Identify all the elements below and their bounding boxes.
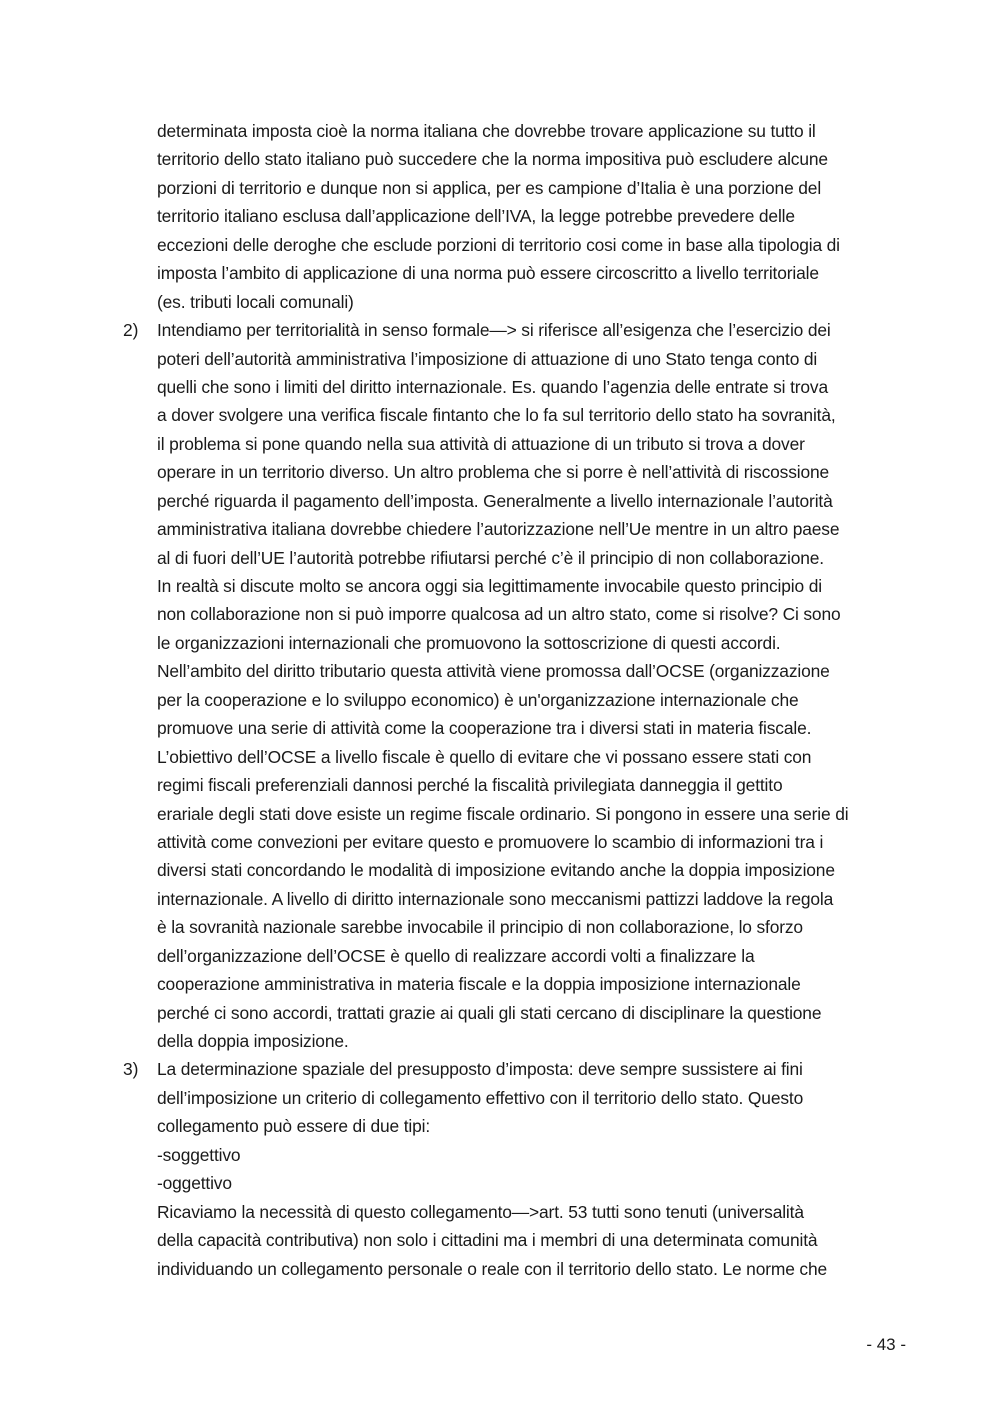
text-line: della doppia imposizione.: [157, 1031, 349, 1051]
text-line: cooperazione amministrativa in materia fiscale e la doppia imposizione internazionale: [157, 974, 801, 995]
text-line: poteri dell’autorità amministrativa l’imposizione di attuazione di uno Stato tenga conto di: [157, 348, 818, 369]
continuation-paragraph: [157, 117, 917, 316]
text-line: erariale degli stati dove esiste un regime fiscale ordinario. Si pongono in essere una serie di: [157, 803, 849, 824]
text-line: collegamento può essere di due tipi:: [157, 1116, 431, 1137]
text-line: diversi stati concordando le modalità di imposizione evitando anche la doppia imposizione: [157, 860, 835, 881]
text-line: dell’imposizione un criterio di collegamento effettivo con il territorio dello stato. Questo: [157, 1087, 804, 1108]
text-line: internazionale. A livello di diritto internazionale sono meccanismi pattizzi laddove la regola: [157, 888, 834, 909]
text-line: In realtà si discute molto se ancora oggi sia legittimamente invocabile questo principio di: [157, 576, 822, 596]
text-line: il problema si pone quando nella sua attività di attuazione di un tributo si trova a dover: [157, 433, 805, 454]
text-line: -soggettivo: [157, 1144, 241, 1165]
list-marker: 3): [123, 1059, 139, 1080]
text-line: attività come convezioni per evitare questo e promuovere lo scambio di informazioni tra i: [157, 831, 824, 852]
text-line: individuando un collegamento personale o reale con il territorio dello stato. Le norme che: [157, 1258, 827, 1279]
text-line: regimi fiscali preferenziali dannosi perché la fiscalità privilegiata danneggia il gettito: [157, 775, 783, 796]
text-line: territorio dello stato italiano può succedere che la norma impositiva può escludere alcune: [157, 149, 828, 170]
list-item-3: [123, 1055, 917, 1283]
text-line: a dover svolgere una verifica fiscale fintanto che lo fa sul territorio dello stato ha sovranità,: [157, 405, 836, 426]
text-line: perché riguarda il pagamento dell’imposta. Generalmente a livello internazionale l’autorità: [157, 490, 833, 511]
text-line: territorio italiano esclusa dall’applicazione dell’IVA, la legge potrebbe prevedere delle: [157, 206, 795, 227]
text-line: le organizzazioni internazionali che promuovono la sottoscrizione di questi accordi.: [157, 632, 781, 653]
text-line: Intendiamo per territorialità in senso formale—> si riferisce all’esigenza che l’esercizio dei: [157, 320, 831, 341]
text-line: L’obiettivo dell’OCSE a livello fiscale è quello di evitare che vi possano essere stati con: [157, 746, 812, 767]
text-line: (es. tributi locali comunali): [157, 291, 354, 312]
text-line: amministrativa italiana dovrebbe chiedere l’autorizzazione nell’Ue mentre in un altro paese: [157, 519, 840, 540]
text-line: della capacità contributiva) non solo i cittadini ma i membri di una determinata comunità: [157, 1230, 818, 1251]
text-line: Nell’ambito del diritto tributario questa attività viene promossa dall’OCSE (organizzazione: [157, 661, 830, 682]
text-line: al di fuori dell’UE l’autorità potrebbe rifiutarsi perché c’è il principio di non collaborazione.: [157, 547, 824, 568]
text-line: determinata imposta cioè la norma italiana che dovrebbe trovare applicazione su tutto il: [157, 121, 816, 141]
text-line: operare in un territorio diverso. Un altro problema che si porre è nell’attività di riscossione: [157, 462, 830, 483]
text-line: dell’organizzazione dell’OCSE è quello di realizzare accordi volti a finalizzare la: [157, 945, 755, 966]
text-line: -oggettivo: [157, 1173, 232, 1194]
text-line: non collaborazione non si può imporre qualcosa ad un altro stato, come si risolve? Ci sono: [157, 604, 841, 625]
list-marker: 2): [123, 320, 139, 341]
text-line: eccezioni delle deroghe che esclude porzioni di territorio cosi come in base alla tipologia di: [157, 234, 840, 255]
text-line: per la cooperazione e lo sviluppo economico) è un'organizzazione internazionale che: [157, 689, 799, 710]
text-line: quelli che sono i limiti del diritto internazionale. Es. quando l’agenzia delle entrate si trova: [157, 376, 828, 397]
text-line: porzioni di territorio e dunque non si applica, per es campione d’Italia è una porzione del: [157, 177, 822, 198]
text-line: promuove una serie di attività come la cooperazione tra i diversi stati in materia fiscale.: [157, 718, 812, 739]
text-line: Ricaviamo la necessità di questo collegamento—>art. 53 tutti sono tenuti (universalità: [157, 1201, 804, 1222]
text-line: perché ci sono accordi, trattati grazie ai quali gli stati cercano di disciplinare la questione: [157, 1002, 822, 1023]
list-item-2: [123, 316, 917, 1055]
page-number: - 43 -: [866, 1335, 906, 1354]
text-line: La determinazione spaziale del presupposto d’imposta: deve sempre sussistere ai fini: [157, 1059, 803, 1080]
text-line: è la sovranità nazionale sarebbe invocabile il principio di non collaborazione, lo sforzo: [157, 917, 803, 938]
text-line: imposta l’ambito di applicazione di una norma può essere circoscritto a livello territoriale: [157, 263, 819, 284]
body-text: [123, 117, 917, 1283]
